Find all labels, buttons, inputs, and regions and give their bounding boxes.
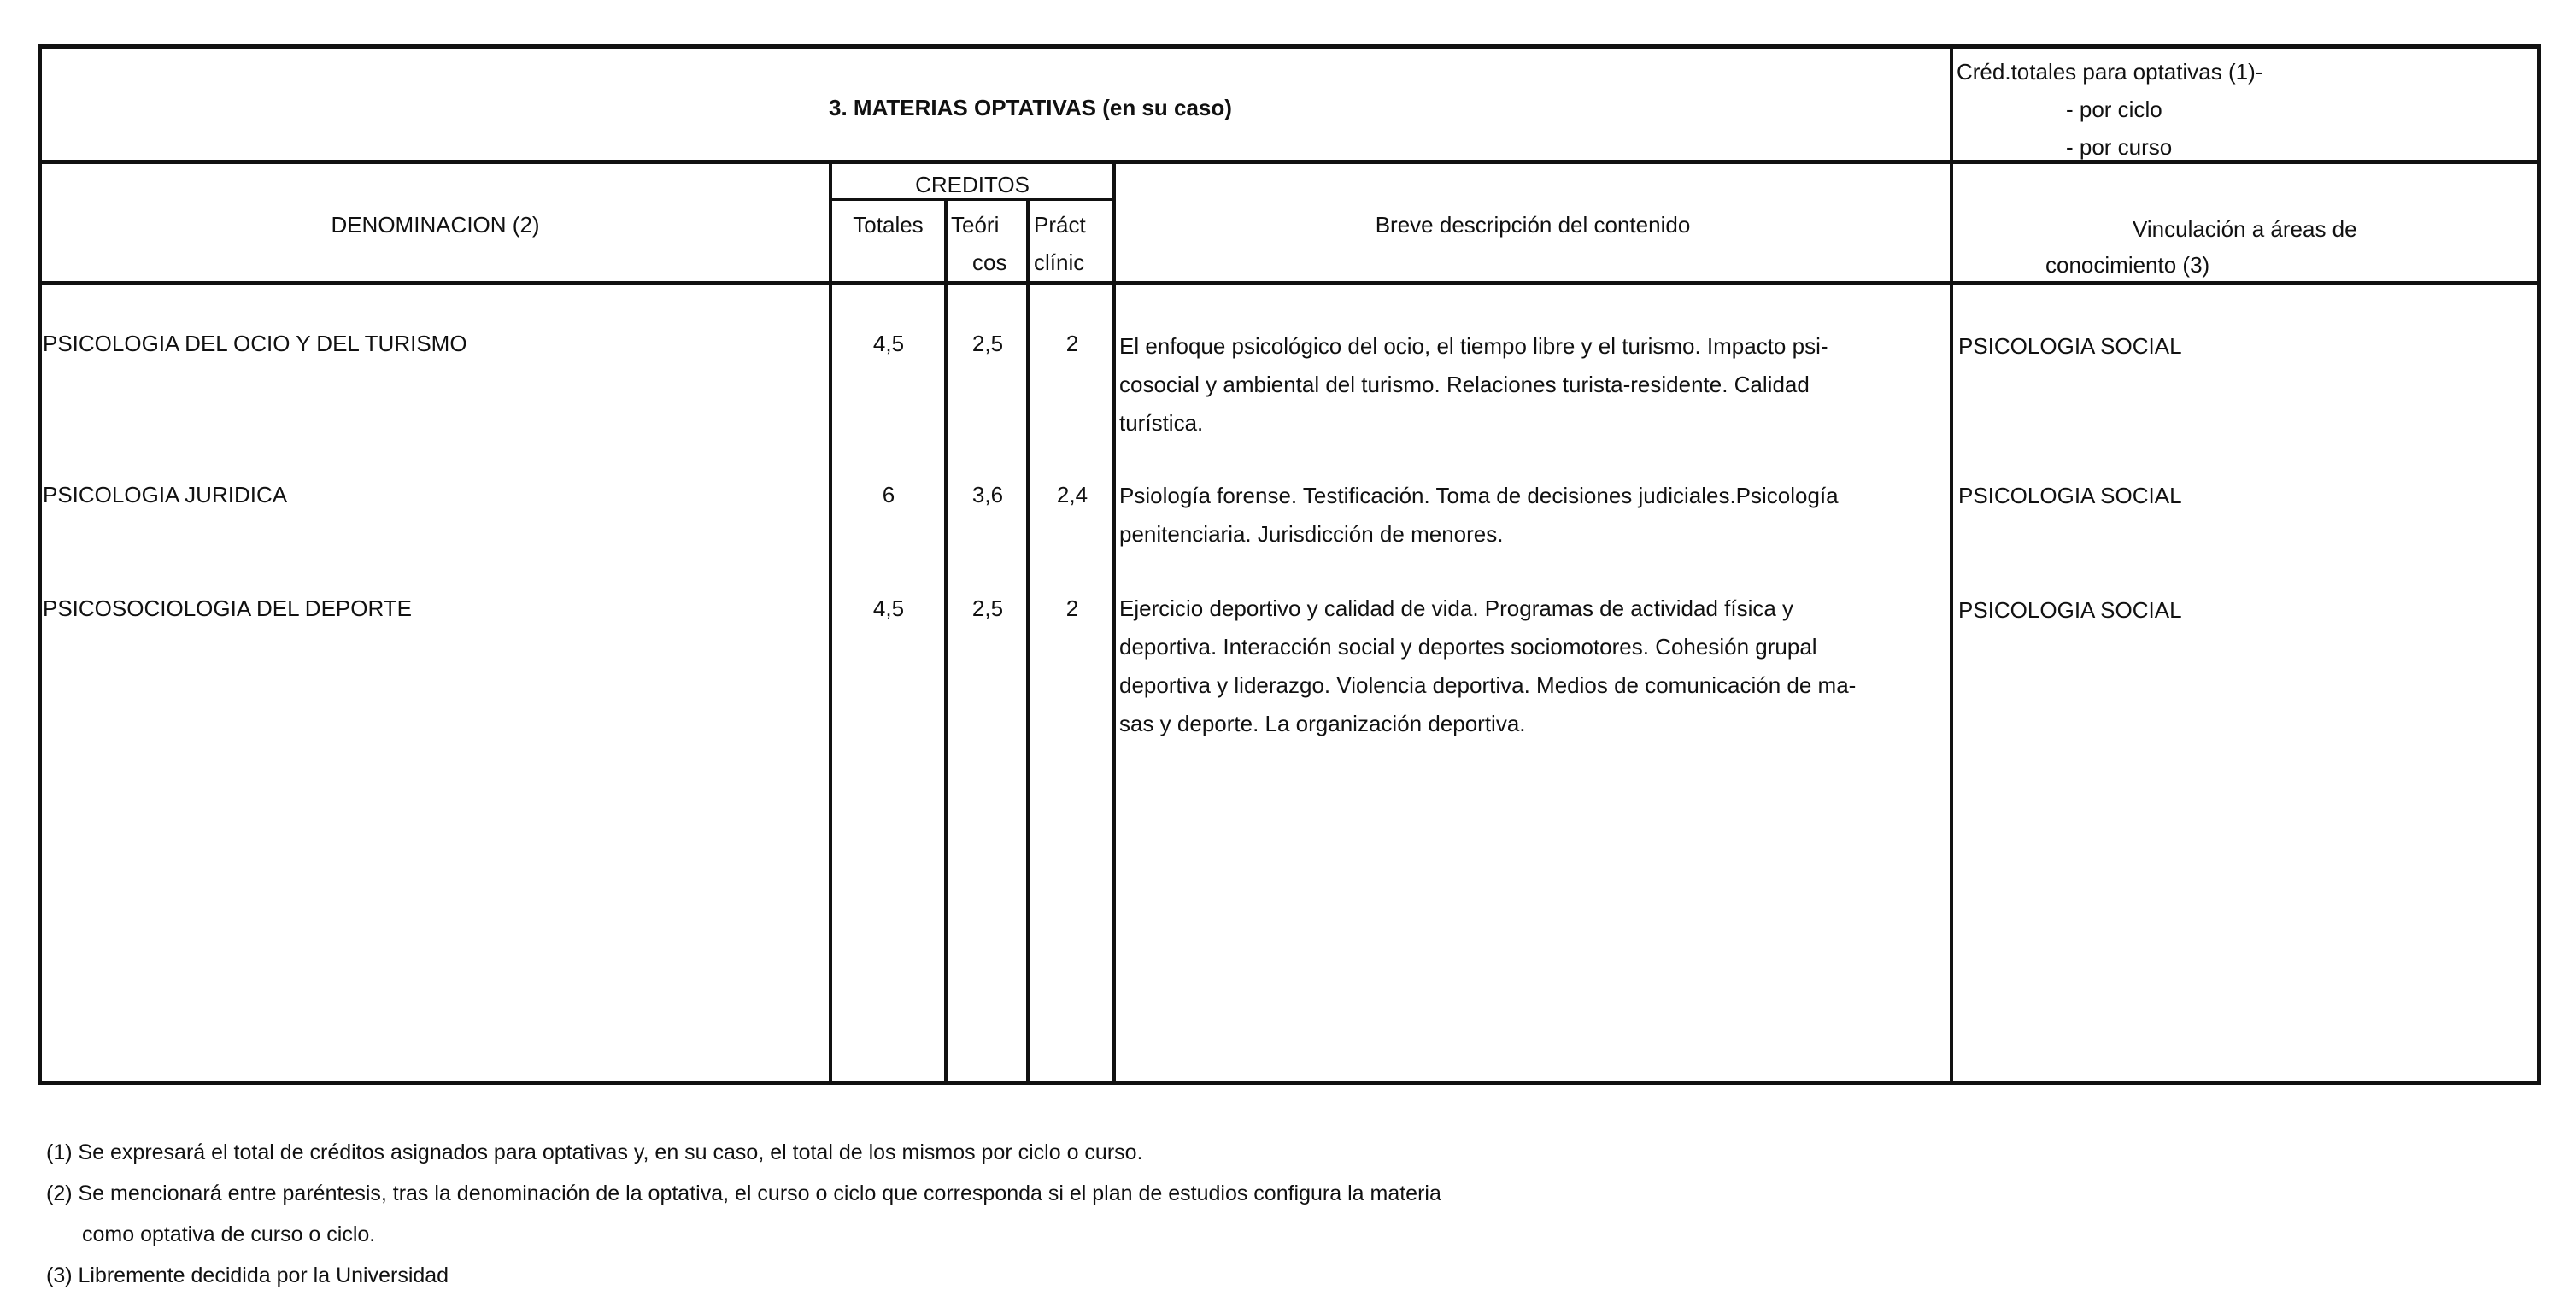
col-divider-teoricos xyxy=(1026,200,1030,1084)
row2-denominacion: PSICOLOGIA JURIDICA xyxy=(43,482,288,507)
row1-desc-line: El enfoque psicológico del ocio, el tiempo libre y el turismo. Impacto psi- xyxy=(1119,333,1828,359)
row3-denominacion: PSICOSOCIOLOGIA DEL DEPORTE xyxy=(43,595,413,621)
row1-teoricos: 2,5 xyxy=(971,331,1004,356)
col-divider-descripcion xyxy=(1950,46,1953,1084)
row3-desc-line: deportiva. Interacción social y deportes sociomotores. Cohesión grupal xyxy=(1119,634,1817,660)
optativas-table xyxy=(38,44,2541,1085)
row3-desc-line: deportiva y liderazgo. Violencia deportiva. Medios de comunicación de ma- xyxy=(1119,672,1857,698)
row1-desc-line: turística. xyxy=(1119,410,1204,436)
row3-practicos: 2 xyxy=(1065,595,1079,621)
vinculacion-header-line2: conocimiento (3) xyxy=(2045,252,2210,278)
row3-teoricos: 2,5 xyxy=(971,595,1004,621)
row1-descripcion xyxy=(1119,327,1828,443)
row1-desc-line: cosocial y ambiental del turismo. Relaciones turista-residente. Calidad xyxy=(1119,372,1810,397)
table-title: 3. MATERIAS OPTATIVAS (en su caso) xyxy=(829,95,1232,120)
vinculacion-header-line1: Vinculación a áreas de xyxy=(2133,216,2357,242)
practicos-header-line1: Práct xyxy=(1034,212,1086,238)
practicos-header-line2: clínic xyxy=(1034,249,1085,275)
cred-totales-label: Créd.totales para optativas (1)- xyxy=(1957,59,2263,85)
row2-area: PSICOLOGIA SOCIAL xyxy=(1958,483,2182,508)
row1-practicos: 2 xyxy=(1065,331,1079,356)
row3-area: PSICOLOGIA SOCIAL xyxy=(1958,597,2182,623)
descripcion-header: Breve descripción del contenido xyxy=(1375,212,1691,238)
col-divider-totales xyxy=(944,200,948,1084)
row2-totales: 6 xyxy=(882,482,895,507)
row3-desc-line: sas y deporte. La organización deportiva. xyxy=(1119,711,1526,736)
row2-teoricos: 3,6 xyxy=(971,482,1004,507)
row1-area: PSICOLOGIA SOCIAL xyxy=(1958,333,2182,359)
row3-totales: 4,5 xyxy=(872,595,905,621)
row3-desc-line: Ejercicio deportivo y calidad de vida. Programas de actividad física y xyxy=(1119,595,1794,621)
row2-descripcion xyxy=(1119,477,1839,554)
creditos-header: CREDITOS xyxy=(915,172,1030,197)
footnote-2: (2) Se mencionará entre paréntesis, tras la denominación de la optativa, el curso o ciclo que corresponda si el plan de estudios configura la materia xyxy=(46,1182,1441,1205)
row1-denominacion: PSICOLOGIA DEL OCIO Y DEL TURISMO xyxy=(43,331,467,356)
row2-practicos: 2,4 xyxy=(1056,482,1088,507)
footnotes xyxy=(46,1132,1441,1296)
col-divider-practicos xyxy=(1112,161,1116,1084)
teoricos-header-line1: Teóri xyxy=(951,212,1000,238)
row3-descripcion xyxy=(1119,589,1856,743)
col-divider-denominacion xyxy=(829,161,832,1084)
totales-header: Totales xyxy=(853,212,924,238)
row1-totales: 4,5 xyxy=(872,331,905,356)
row2-desc-line: penitenciaria. Jurisdicción de menores. xyxy=(1119,521,1504,547)
row2-desc-line: Psiología forense. Testificación. Toma de decisiones judiciales.Psicología xyxy=(1119,483,1839,508)
footnote-1: (1) Se expresará el total de créditos asignados para optativas y, en su caso, el total de los mismos por ciclo o curso. xyxy=(46,1141,1143,1164)
teoricos-header-line2: cos xyxy=(972,249,1007,275)
footnote-2-continuation: como optativa de curso o ciclo. xyxy=(82,1223,376,1246)
footnote-3: (3) Libremente decidida por la Universidad xyxy=(46,1264,449,1287)
denominacion-header: DENOMINACION (2) xyxy=(331,212,540,238)
por-curso-label: - por curso xyxy=(2066,134,2173,160)
por-ciclo-label: - por ciclo xyxy=(2066,97,2162,122)
